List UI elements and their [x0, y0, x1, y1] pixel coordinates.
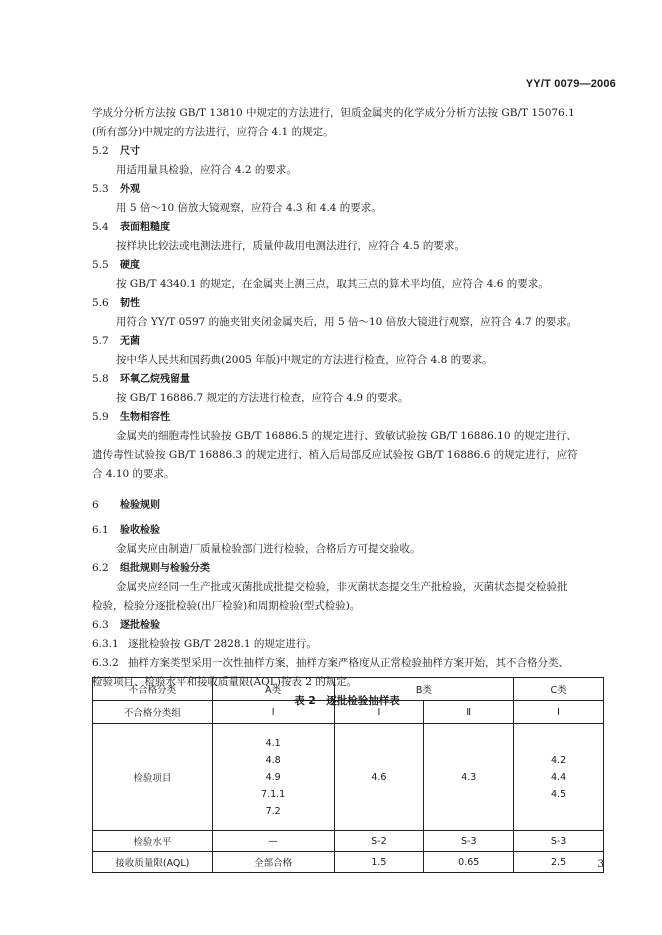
- table-row: [93, 678, 604, 701]
- section-5-2: [92, 142, 602, 180]
- section-title: 组批规则与检验分类: [120, 563, 210, 574]
- row-label: 不合格分类: [93, 678, 213, 701]
- item-value: 4.1: [265, 737, 281, 749]
- section-title: 硬度: [120, 260, 140, 271]
- section-title: 逐批检验: [120, 620, 160, 631]
- table-row: [93, 701, 604, 724]
- section-5-7: [92, 332, 602, 370]
- table-cell: 4.3: [424, 724, 514, 831]
- table-cell: S-3: [424, 831, 514, 852]
- section-number: 5.5: [92, 259, 109, 271]
- table-cell: Ⅰ: [212, 701, 334, 724]
- section-number: 5.4: [92, 221, 109, 233]
- table-caption: 表 2 逐批检验抽样表: [294, 695, 400, 707]
- table-cell: 全部合格: [212, 852, 334, 873]
- section-text: 抽样方案类型采用一次性抽样方案，抽样方案严格度从正常检验抽样方案开始，其不合格分类、: [128, 657, 569, 669]
- chapter-number: 6: [92, 499, 99, 511]
- item-value: 4.4: [551, 771, 567, 783]
- section-title: 表面粗糙度: [120, 222, 170, 233]
- section-5-5: [92, 256, 602, 294]
- table-cell: S-2: [334, 831, 424, 852]
- section-number: 6.1: [92, 524, 109, 536]
- item-value: 4.2: [551, 754, 567, 766]
- section-text: 按样块比较法或电测法进行，质量仲裁用电测法进行，应符合 4.5 的要求。: [116, 240, 465, 252]
- item-value: 7.1.1: [261, 788, 286, 800]
- section-number: 6.2: [92, 562, 109, 574]
- section-6-2: [92, 559, 602, 616]
- standard-code: YY/T 0079—2006: [525, 78, 616, 90]
- section-number: 6.3.2: [92, 657, 119, 669]
- table-cell: 1.5: [334, 852, 424, 873]
- chapter-6-heading: [92, 496, 602, 515]
- section-number: 6.3.1: [92, 638, 119, 650]
- section-text: 合 4.10 的要求。: [92, 468, 175, 480]
- section-text: 用适用量具检验，应符合 4.2 的要求。: [116, 164, 297, 176]
- table-cell: —: [212, 831, 334, 852]
- item-value: 4.5: [551, 788, 567, 800]
- section-5-3: [92, 180, 602, 218]
- section-title: 尺寸: [120, 146, 140, 157]
- section-number: 5.3: [92, 183, 109, 195]
- table-cell: [212, 724, 334, 831]
- row-label: 检验水平: [93, 831, 213, 852]
- section-text: 逐批检验按 GB/T 2828.1 的规定进行。: [128, 638, 317, 650]
- chapter-title: 检验规则: [120, 500, 160, 511]
- table-cell: 2.5: [514, 852, 604, 873]
- table-cell: 4.6: [334, 724, 424, 831]
- section-text: 遗传毒性试验按 GB/T 16886.3 的规定进行、植入后局部反应试验按 GB/T 16886.6 的规定进行，应符: [92, 449, 578, 461]
- class-a-header: A类: [212, 678, 334, 701]
- class-b-header: B类: [334, 678, 514, 701]
- section-5-6: [92, 294, 602, 332]
- section-text: 按 GB/T 16886.7 规定的方法进行检查，应符合 4.9 的要求。: [116, 392, 409, 404]
- item-value: 4.8: [265, 754, 281, 766]
- section-5-4: [92, 218, 602, 256]
- section-title: 无菌: [120, 336, 140, 347]
- section-title: 外观: [120, 184, 140, 195]
- sampling-table: [92, 677, 604, 873]
- class-c-header: C类: [514, 678, 604, 701]
- section-text: 用符合 YY/T 0597 的施夹钳夹闭金属夹后，用 5 倍～10 倍放大镜进行观察，应符合 4.7 的要求。: [116, 316, 578, 328]
- section-number: 6.3: [92, 619, 109, 631]
- item-value: 7.2: [265, 805, 281, 817]
- section-title: 生物相容性: [120, 412, 170, 423]
- main-content: [92, 104, 602, 722]
- section-number: 5.8: [92, 373, 109, 385]
- section-text: 按 GB/T 4340.1 的规定，在金属夹上测三点，取其三点的算术平均值，应符合 4.6 的要求。: [116, 278, 549, 290]
- section-number: 5.9: [92, 411, 109, 423]
- table-cell: S-3: [514, 831, 604, 852]
- section-number: 5.7: [92, 335, 109, 347]
- section-5-8: [92, 370, 602, 408]
- table-cell: Ⅱ: [424, 701, 514, 724]
- table-cell: Ⅰ: [334, 701, 424, 724]
- section-text: 用 5 倍～10 倍放大镜观察，应符合 4.3 和 4.4 的要求。: [116, 202, 382, 214]
- section-text: 检验，检验分逐批检验(出厂检验)和周期检验(型式检验)。: [92, 600, 361, 612]
- table-cell: [514, 724, 604, 831]
- section-text: 金属夹应经同一生产批或灭菌批成批提交检验，非灭菌状态提交生产批检验，灭菌状态提交检验批: [116, 581, 568, 593]
- section-text: 按中华人民共和国药典(2005 年版)中规定的方法进行检查，应符合 4.8 的要求。: [116, 354, 493, 366]
- section-text: 检验项目、检验水平和接收质量限(AQL)按表 2 的规定。: [92, 676, 358, 688]
- page-number: 3: [597, 858, 604, 870]
- table-row: [93, 724, 604, 831]
- section-5-9: [92, 408, 602, 484]
- section-title: 环氧乙烷残留量: [120, 374, 190, 385]
- intro-line: 学成分分析方法按 GB/T 13810 中规定的方法进行，钽质金属夹的化学成分分析方法按 GB/T 15076.1: [92, 107, 575, 119]
- section-number: 5.2: [92, 145, 109, 157]
- item-value: 4.9: [265, 771, 281, 783]
- table-row: [93, 852, 604, 873]
- intro-line: (所有部分)中规定的方法进行，应符合 4.1 的规定。: [92, 126, 334, 138]
- row-label: 接收质量限(AQL): [93, 852, 213, 873]
- section-text: 金属夹的细胞毒性试验按 GB/T 16886.5 的规定进行、致敏试验按 GB/T 16886.10 的规定进行、: [116, 430, 577, 442]
- row-label: 不合格分类组: [93, 701, 213, 724]
- section-title: 验收检验: [120, 525, 160, 536]
- table-row: [93, 831, 604, 852]
- section-text: 金属夹应由制造厂质量检验部门进行检验，合格后方可提交验收。: [116, 543, 421, 555]
- row-label: 检验项目: [93, 724, 213, 831]
- section-6-1: [92, 521, 602, 559]
- table-cell: 0.65: [424, 852, 514, 873]
- table-cell: Ⅰ: [514, 701, 604, 724]
- section-number: 5.6: [92, 297, 109, 309]
- section-title: 韧性: [120, 298, 140, 309]
